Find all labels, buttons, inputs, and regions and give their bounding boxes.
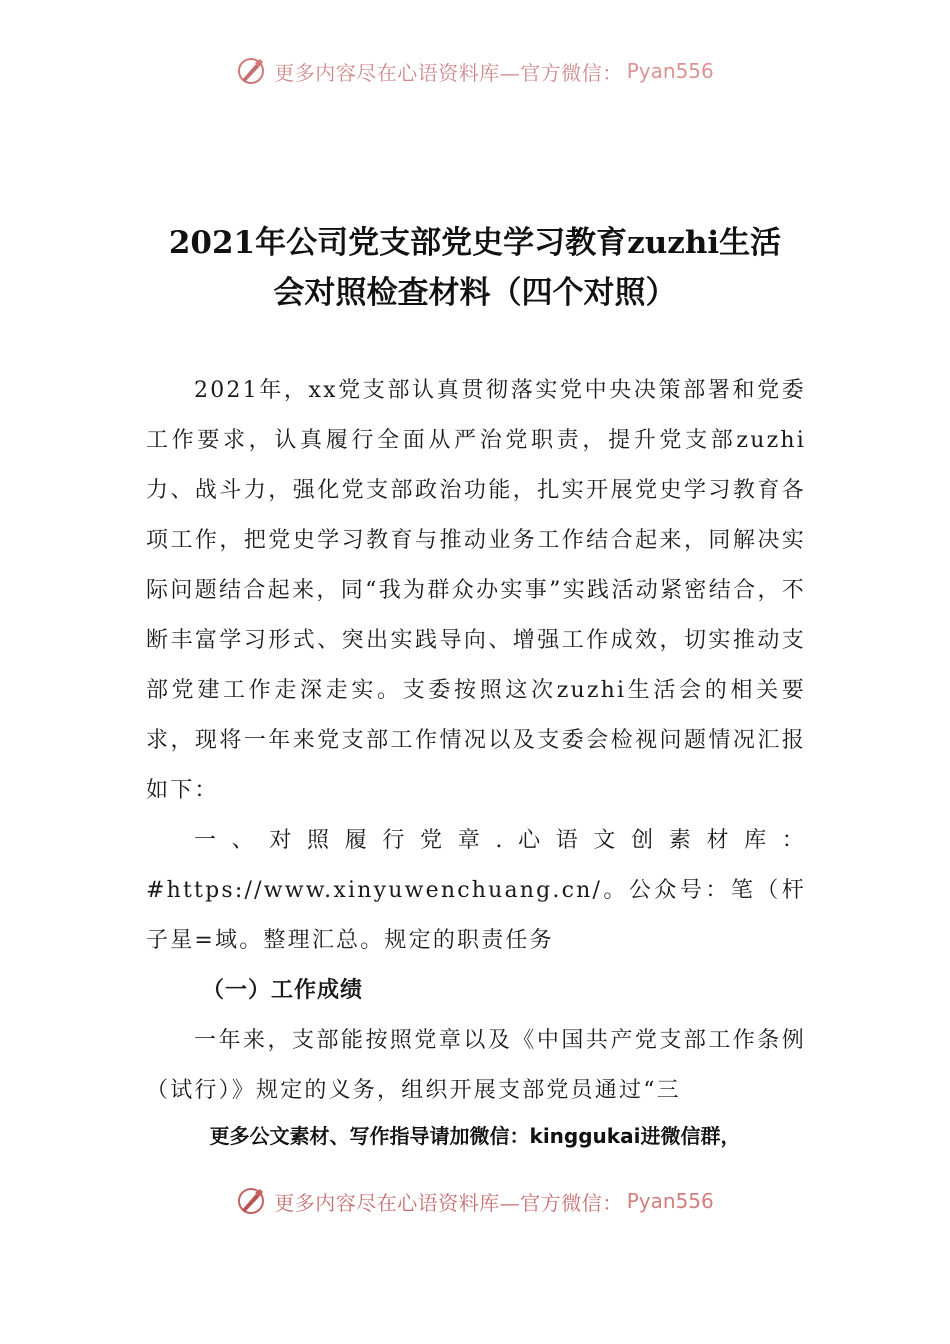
watermark-wechat-id: Pyan556 xyxy=(626,59,714,83)
intro-paragraph: 2021年，xx党支部认真贯彻落实党中央决策部署和党委工作要求，认真履行全面从严治党职责，提升党支部zuzhi力、战斗力，强化党支部政治功能，扎实开展党史学习教育各项工作，把党史学习教育与推动业务工作结合起来，同解决实际问题结合起来，同“我为群众办实事”实践活动紧密结合，不断丰富学习形式、突出实践导向、增强工作成效，切实推动支部党建工作走深走实。支委按照这次zuzhi生活会的相关要求，现将一年来党支部工作情况以及支委会检视问题情况汇报如下： xyxy=(146,378,806,803)
title-line-1: 2021年公司党支部党史学习教育zuzhi生活 xyxy=(168,225,782,261)
watermark-text: 更多内容尽在心语资料库—官方微信： xyxy=(274,1190,623,1215)
subheading-work-results: （一）工作成绩 xyxy=(202,978,364,1003)
title-line-2: 会对照检查材料（四个对照） xyxy=(273,275,677,311)
document-body xyxy=(146,366,806,1116)
watermark-text: 更多内容尽在心语资料库—官方微信： xyxy=(274,60,623,85)
header-watermark xyxy=(0,56,950,86)
footer-watermark xyxy=(0,1186,950,1216)
promo-line: 更多公文素材、写作指导请加微信：kinggukai进微信群， xyxy=(209,1124,741,1148)
watermark-wechat-id: Pyan556 xyxy=(626,1189,714,1213)
results-paragraph: 一年来，支部能按照党章以及《中国共产党支部工作条例（试行）》规定的义务，组织开展支部党员通过“三 xyxy=(146,1028,806,1103)
section-heading-1: 一、对照履行党章.心语文创素材库：#https://www.xinyuwenchuang.cn/。公众号：笔（杆子星=域。整理汇总。规定的职责任务 xyxy=(146,828,806,953)
brush-logo-icon xyxy=(236,56,266,86)
document-title xyxy=(120,218,830,318)
brush-logo-icon xyxy=(236,1186,266,1216)
